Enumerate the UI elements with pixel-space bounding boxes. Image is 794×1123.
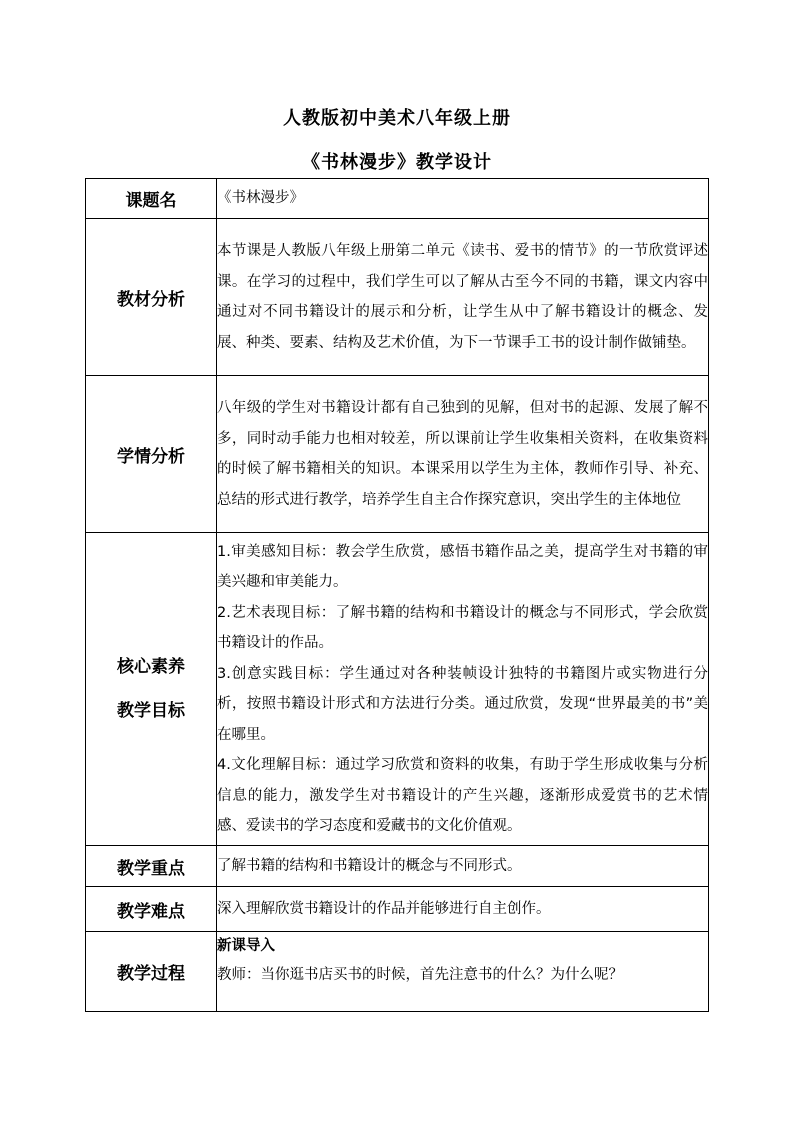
process-section-title: 新课导入 bbox=[217, 938, 275, 954]
topic-value: 《书林漫步》 bbox=[217, 179, 709, 219]
table-row bbox=[86, 533, 709, 846]
keypoint-label: 教学重点 bbox=[86, 846, 217, 887]
process-label: 教学过程 bbox=[86, 932, 217, 1012]
goals-label-line2: 教学目标 bbox=[117, 701, 185, 721]
goals-value bbox=[217, 533, 709, 846]
goal-item: 4.文化理解目标：通过学习欣赏和资料的收集，有助于学生形成收集与分析信息的能力，激发学生对书籍设计的产生兴趣，逐渐形成爱赏书的艺术情感、爱读书的学习态度和爱藏书的文化价值观。 bbox=[217, 757, 708, 834]
topic-label: 课题名 bbox=[86, 179, 217, 219]
goal-item: 2.艺术表现目标：了解书籍的结构和书籍设计的概念与不同形式，学会欣赏书籍设计的作品。 bbox=[217, 604, 708, 651]
keypoint-value: 了解书籍的结构和书籍设计的概念与不同形式。 bbox=[217, 846, 709, 887]
lesson-plan-table bbox=[85, 178, 709, 1012]
students-label: 学情分析 bbox=[86, 376, 217, 533]
goals-label-line1: 核心素养 bbox=[117, 657, 185, 677]
table-row bbox=[86, 219, 709, 376]
table-row bbox=[86, 932, 709, 1012]
document-subtitle: 《书林漫步》教学设计 bbox=[302, 152, 492, 173]
table-row bbox=[86, 846, 709, 887]
material-value: 本节课是人教版八年级上册第二单元《读书、爱书的情节》的一节欣赏评述课。在学习的过程中，我们学生可以了解从古至今不同的书籍，课文内容中通过对不同书籍设计的展示和分析，让学生从中了解书籍设计的概念、发展、种类、要素、结构及艺术价值，为下一节课手工书的设计制作做铺垫。 bbox=[217, 219, 709, 376]
process-text: 教师：当你逛书店买书的时候，首先注意书的什么？为什么呢？ bbox=[217, 967, 623, 983]
students-value: 八年级的学生对书籍设计都有自己独到的见解，但对书的起源、发展了解不多，同时动手能力也相对较差，所以课前让学生收集相关资料，在收集资料的时候了解书籍相关的知识。本课采用以学生为主体，教师作引导、补充、总结的形式进行教学，培养学生自主合作探究意识，突出学生的主体地位 bbox=[217, 376, 709, 533]
difficulty-label: 教学难点 bbox=[86, 887, 217, 932]
goal-item: 3.创意实践目标：学生通过对各种装帧设计独特的书籍图片或实物进行分析，按照书籍设计形式和方法进行分类。通过欣赏，发现“世界最美的书”美在哪里。 bbox=[217, 665, 708, 743]
table-row bbox=[86, 179, 709, 219]
goals-label bbox=[86, 533, 217, 846]
material-label: 教材分析 bbox=[86, 219, 217, 376]
document-title: 人教版初中美术八年级上册 bbox=[283, 108, 511, 129]
table-row bbox=[86, 376, 709, 533]
goal-item: 1.审美感知目标：教会学生欣赏，感悟书籍作品之美，提高学生对书籍的审美兴趣和审美能力。 bbox=[217, 543, 708, 590]
process-value bbox=[217, 932, 709, 1012]
difficulty-value: 深入理解欣赏书籍设计的作品并能够进行自主创作。 bbox=[217, 887, 709, 932]
table-row bbox=[86, 887, 709, 932]
